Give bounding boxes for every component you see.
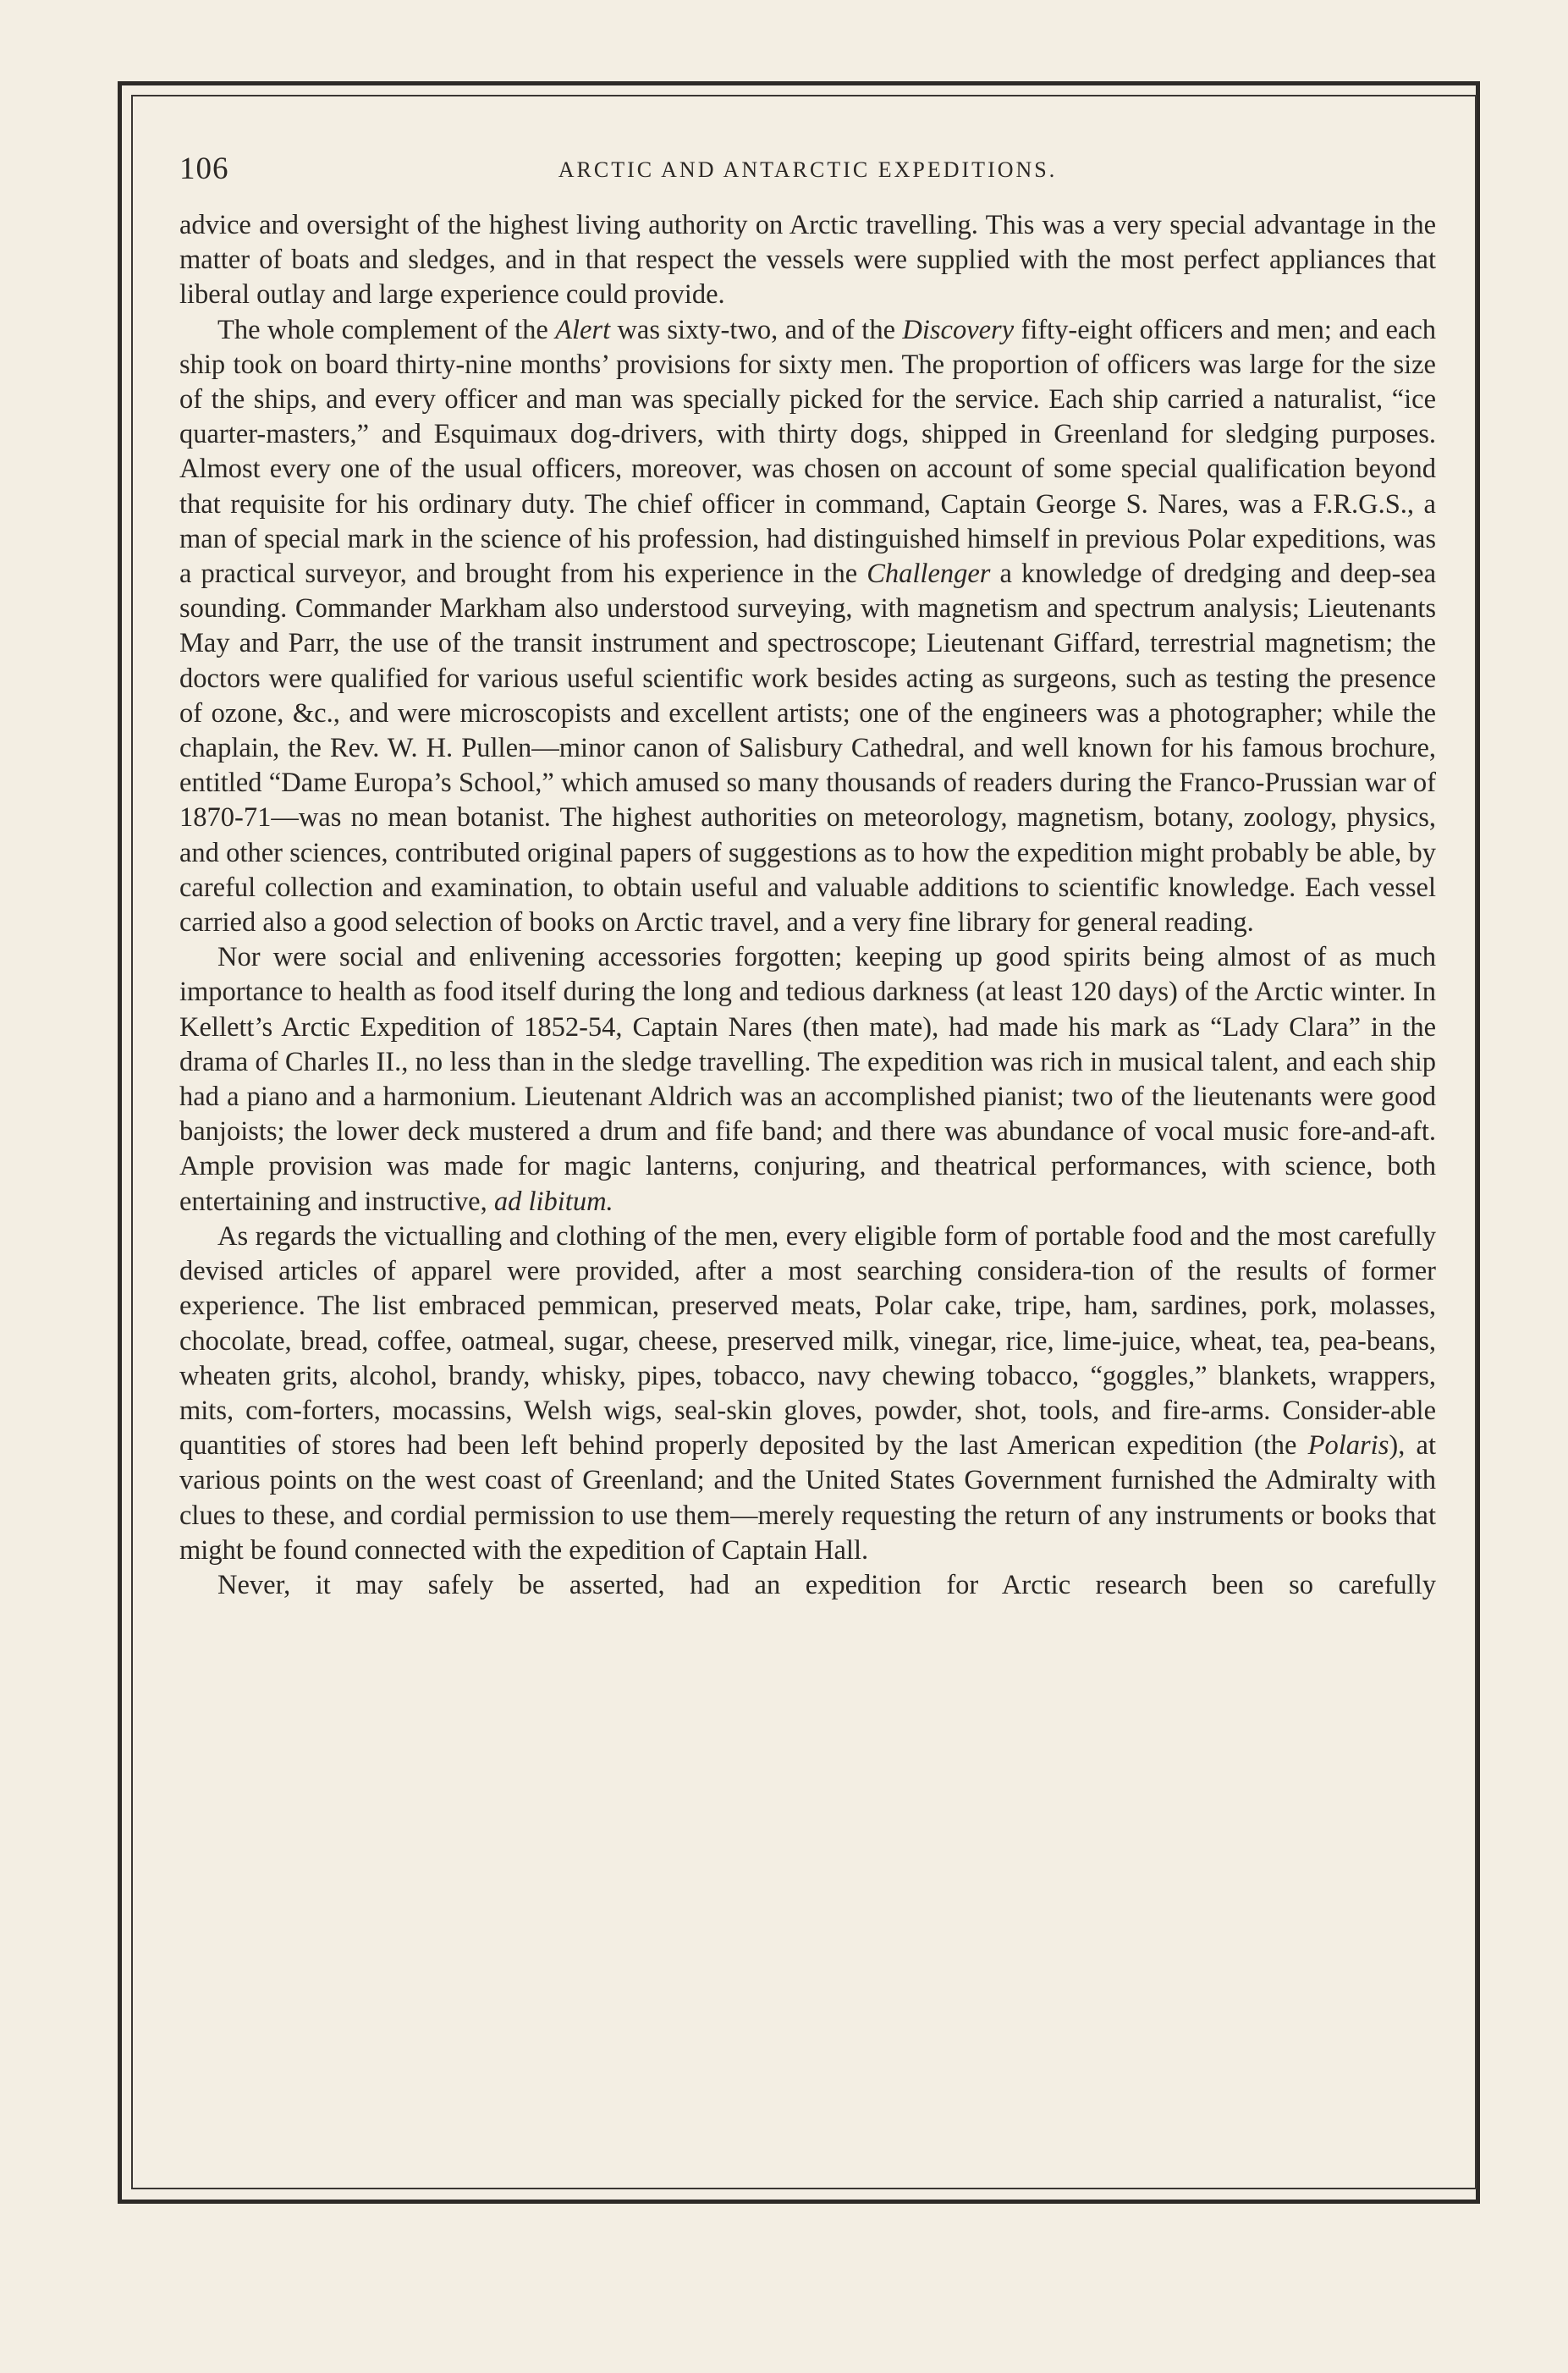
paragraph-5 — [179, 1568, 1436, 1603]
text-segment: a knowledge of dredging and deep-sea sounding. Commander Markham also understood surveying, with magnetism and spectrum analysis; Lieutenants May and Parr, the use of the transit instrument and spectroscope; Lieutenant Giffard, terrestrial magnetism; the doctors were qualified for various useful scientific work besides acting as surgeons, such as testing the presence of ozone, &c., and were microscopists and excellent artists; one of the engineers was a photographer; while the chaplain, the Rev. W. H. Pullen—minor canon of Salisbury Cathedral, and well known for his famous brochure, entitled “Dame Europa’s School,” which amused so many thousands of readers during the Franco-Prussian war of 1870-71—was no mean botanist. The highest authorities on meteorology, magnetism, botany, zoology, physics, and other sciences, contributed original papers of suggestions as to how the expedition might probably be able, by careful collection and examination, to obtain useful and valuable additions to scientific knowledge. Each vessel carried also a good selection of books on Arctic travel, and a very fine library for general reading. — [179, 559, 1436, 939]
text-segment: advice and oversight of the highest living authority on Arctic travelling. This was a very special advantage in the matter of boats and sledges, and in that respect the vessels were supplied with the most perfect appliances that liberal outlay and large experience could provide. — [179, 210, 1436, 311]
italic-phrase-ad-libitum: ad libitum. — [493, 1186, 613, 1217]
text-segment: fifty-eight officers and men; and each ship took on board thirty-nine months’ provisions for sixty men. The proportion of officers was large for the size of the ships, and every officer and man was specially picked for the service. Each ship carried a naturalist, “ice quarter-masters,” and Esquimaux dog-drivers, with thirty dogs, shipped in Greenland for sledging purposes. Almost every one of the usual officers, moreover, was chosen on account of some special qualification beyond that requisite for his ordinary duty. The chief officer in command, Captain George S. Nares, was a F.R.G.S., a man of special mark in the science of his profession, had distinguished himself in previous Polar expeditions, was a practical surveyor, and brought from his experience in the — [179, 314, 1437, 590]
running-title: ARCTIC AND ANTARCTIC EXPEDITIONS. — [558, 157, 1058, 182]
page-header — [179, 151, 1436, 193]
paragraph-3 — [179, 940, 1436, 1220]
text-segment: was sixty-two, and of the — [610, 314, 903, 345]
ship-name-challenger: Challenger — [867, 559, 991, 590]
ship-name-alert: Alert — [555, 314, 611, 345]
text-segment: As regards the victualling and clothing of the men, every eligible form of portable food and the most carefully devised articles of apparel were provided, after a most searching considera-tion of the results of former experience. The list embraced pemmican, preserved meats, Polar cake, tripe, ham, sardines, pork, molasses, chocolate, bread, coffee, oatmeal, sugar, cheese, preserved milk, vinegar, rice, lime-juice, wheat, tea, pea-beans, wheaten grits, alcohol, brandy, whisky, pipes, tobacco, navy chewing tobacco, “goggles,” blankets, wrappers, mits, com-forters, mocassins, Welsh wigs, seal-skin gloves, powder, shot, tools, and fire-arms. Consider-able quantities of stores had been left behind properly deposited by the last American expedition (the — [179, 1220, 1436, 1462]
paragraph-4 — [179, 1220, 1436, 1568]
text-segment: ), at various points on the west coast of Greenland; and the United States Government furnished the Admiralty with clues to these, and cordial permission to use them—merely requesting the return of any instruments or books that might be found connected with the expedition of Captain Hall. — [179, 1430, 1436, 1566]
ship-name-discovery: Discovery — [902, 314, 1015, 345]
paragraph-1 — [179, 208, 1436, 313]
text-segment: Nor were social and enlivening accessories forgotten; keeping up good spirits being almost of as much importance to health as food itself during the long and tedious darkness (at least 120 days) of the Arctic winter. In Kellett’s Arctic Expedition of 1852-54, Captain Nares (then mate), had made his mark as “Lady Clara” in the drama of Charles II., no less than in the sledge travelling. The expedition was rich in musical talent, and each ship had a piano and a harmonium. Lieutenant Aldrich was an accomplished pianist; two of the lieutenants were good banjoists; the lower deck mustered a drum and fife band; and there was abundance of vocal music fore-and-aft. Ample provision was made for magic lanterns, conjuring, and theatrical performances, with science, both entertaining and instructive, — [179, 942, 1436, 1217]
text-segment: The whole complement of the — [217, 314, 556, 345]
body-text — [179, 208, 1436, 1603]
page-number: 106 — [179, 151, 229, 186]
paragraph-2 — [179, 313, 1436, 941]
ship-name-polaris: Polaris — [1307, 1430, 1389, 1462]
text-segment: Never, it may safely be asserted, had an expedition for Arctic research been so carefully — [217, 1569, 1436, 1600]
